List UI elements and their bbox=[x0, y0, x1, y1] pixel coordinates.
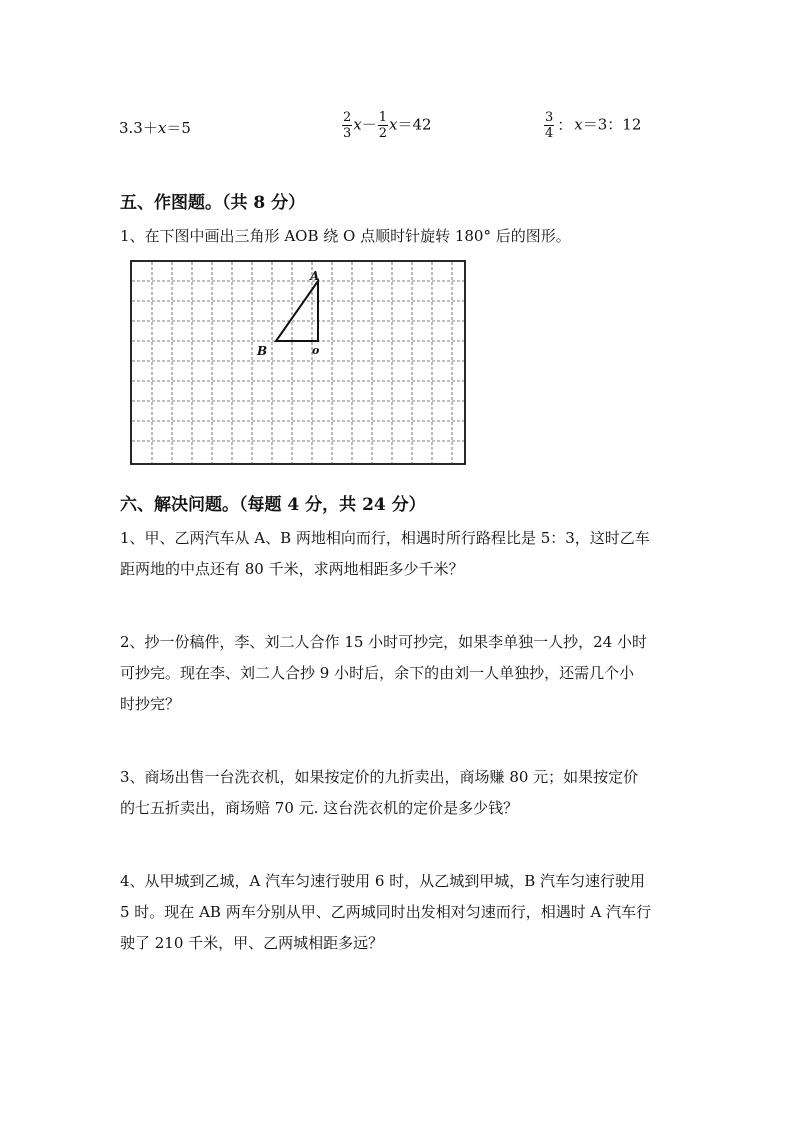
eq3-var: x bbox=[574, 115, 583, 134]
problem-1 bbox=[120, 523, 680, 585]
label-o: o bbox=[312, 344, 320, 357]
problem-2-line-3: 时抄完？ bbox=[120, 695, 181, 713]
grid-border bbox=[131, 261, 465, 464]
label-b: B bbox=[257, 344, 268, 358]
equation-1 bbox=[119, 118, 191, 138]
eq1-var: x bbox=[157, 119, 167, 137]
section-6-heading bbox=[120, 490, 426, 515]
section-5-question-1-text: 1、在下图中画出三角形 AOB 绕 O 点顺时针旋转 180° 后的图形。 bbox=[120, 227, 571, 245]
problem-1-line-1: 1、甲、乙两汽车从 A、B 两地相向而行，相遇时所行路程比是 5：3，这时乙车 bbox=[120, 529, 650, 547]
eq2-rhs: ＝42 bbox=[397, 115, 432, 134]
eq3-numerator: 3 bbox=[545, 110, 554, 125]
eq2-var2: x bbox=[389, 115, 398, 134]
problem-3-line-2: 的七五折卖出，商场赔 70 元. 这台洗衣机的定价是多少钱？ bbox=[120, 799, 519, 817]
problem-4 bbox=[120, 866, 680, 959]
eq2-var1: x bbox=[353, 115, 362, 134]
eq3-rhs: ＝3：12 bbox=[582, 115, 642, 134]
problem-3-line-1: 3、商场出售一台洗衣机，如果按定价的九折卖出，商场赚 80 元；如果按定价 bbox=[120, 768, 639, 786]
problem-2-line-1: 2、抄一份稿件，李、刘二人合作 15 小时可抄完，如果李单独一人抄，24 小时 bbox=[120, 633, 648, 651]
eq2-f1-numerator: 2 bbox=[343, 110, 352, 125]
eq2-f1-denominator: 3 bbox=[343, 126, 352, 141]
eq3-fraction bbox=[544, 110, 554, 141]
eq2-f2-denominator: 2 bbox=[378, 126, 388, 141]
equation-3 bbox=[543, 110, 641, 141]
eq3-denominator: 4 bbox=[545, 126, 554, 141]
section-5-heading bbox=[120, 188, 305, 213]
problem-1-line-2: 距两地的中点还有 80 千米，求两地相距多少千米？ bbox=[120, 560, 464, 578]
eq3-colon: ： bbox=[557, 115, 573, 134]
label-a: A bbox=[310, 269, 320, 283]
eq2-minus: － bbox=[361, 115, 377, 134]
grid-figure bbox=[129, 259, 467, 467]
section-5-title: 五、作图题。 bbox=[120, 193, 222, 213]
problem-2 bbox=[120, 627, 680, 720]
problem-4-line-2: 5 时。现在 AB 两车分别从甲、乙两城同时出发相对匀速而行，相遇时 A 汽车行 bbox=[120, 903, 652, 921]
section-6-points: （每题 4 分，共 24 分） bbox=[239, 495, 426, 515]
section-5-question-1 bbox=[120, 222, 720, 250]
problem-3 bbox=[120, 762, 680, 824]
grid-lines bbox=[132, 262, 464, 463]
section-5-points: （共 8 分） bbox=[222, 193, 306, 213]
eq2-fraction-2 bbox=[378, 110, 388, 141]
problem-2-line-2: 可抄完。现在李、刘二人合抄 9 小时后，余下的由刘一人单独抄，还需几个小 bbox=[120, 664, 635, 682]
eq2-f2-numerator: 1 bbox=[378, 110, 388, 125]
equation-2 bbox=[341, 110, 432, 141]
section-6-title: 六、解决问题。 bbox=[120, 495, 239, 515]
eq2-fraction-1 bbox=[342, 110, 352, 141]
eq1-rhs: ＝5 bbox=[166, 119, 191, 137]
problem-4-line-1: 4、从甲城到乙城，A 汽车匀速行驶用 6 时，从乙城到甲城，B 汽车匀速行驶用 bbox=[120, 872, 646, 890]
eq1-lhs: 3.3＋ bbox=[119, 119, 158, 137]
problem-4-line-3: 驶了 210 千米，甲、乙两城相距多远？ bbox=[120, 934, 384, 952]
